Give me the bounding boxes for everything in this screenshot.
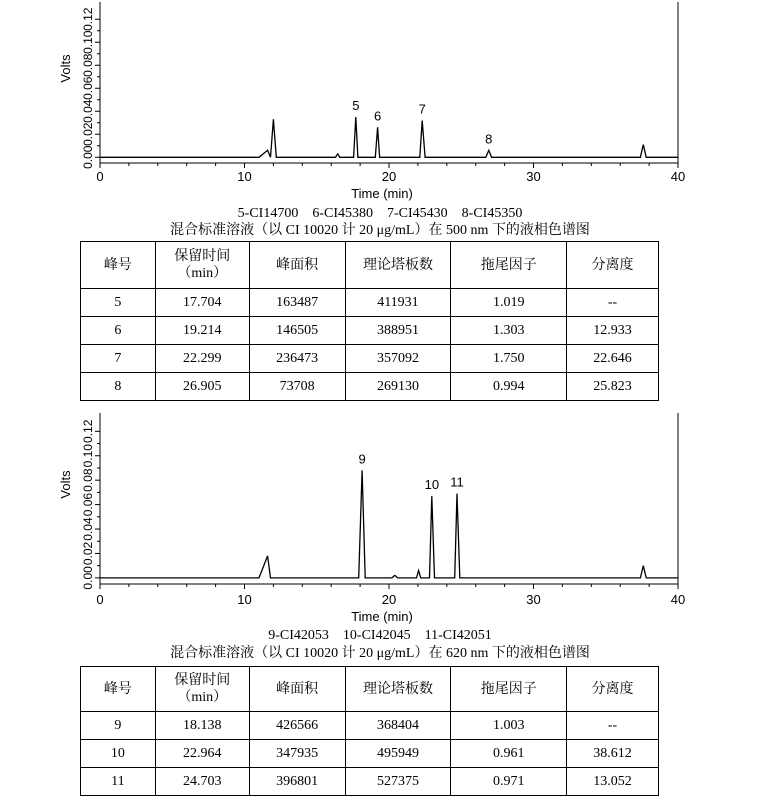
table-cell: 26.905 <box>155 373 249 401</box>
table-cell: 0.961 <box>451 740 567 768</box>
table-row <box>81 712 659 740</box>
y-tick-label: 0.00 <box>81 145 95 169</box>
peak-label: 10 <box>424 477 440 493</box>
table-cell: 426566 <box>249 712 345 740</box>
table-row <box>81 740 659 768</box>
table-620nm <box>80 666 659 796</box>
x-tick-label: 0 <box>96 169 104 184</box>
table-cell: 38.612 <box>567 740 659 768</box>
table-cell: 13.052 <box>567 768 659 796</box>
table-cell: 25.823 <box>567 373 659 401</box>
table-header-cell: 理论塔板数 <box>345 242 451 289</box>
y-axis-label: Volts <box>58 470 73 499</box>
chromatogram-620nm <box>0 405 760 627</box>
axis-frame <box>100 2 678 163</box>
table-cell: 8 <box>81 373 156 401</box>
table-cell: 73708 <box>249 373 345 401</box>
table-cell: 5 <box>81 289 156 317</box>
x-tick-label: 10 <box>237 592 252 607</box>
table-header-cell: 峰号 <box>81 667 156 712</box>
peak-label: 5 <box>352 98 360 113</box>
table-header-row <box>81 667 659 712</box>
table-500nm <box>80 241 659 401</box>
table-header-row <box>81 242 659 289</box>
chromatogram-500nm <box>0 0 760 205</box>
table-cell: 11 <box>81 768 156 796</box>
table-row <box>81 317 659 345</box>
table-row <box>81 768 659 796</box>
y-tick-label: 0.08 <box>81 468 95 492</box>
table-cell: 9 <box>81 712 156 740</box>
chromatogram-500nm-svg <box>0 0 760 205</box>
table-header-cell: 峰面积 <box>249 667 345 712</box>
table-cell: 19.214 <box>155 317 249 345</box>
axis-frame <box>100 413 678 584</box>
y-tick-label: 0.10 <box>81 30 95 54</box>
table-row <box>81 345 659 373</box>
x-axis-label: Time (min) <box>351 186 413 201</box>
x-tick-label: 30 <box>526 592 541 607</box>
table-cell: 357092 <box>345 345 451 373</box>
y-tick-label: 0.06 <box>81 76 95 100</box>
table-cell: 18.138 <box>155 712 249 740</box>
y-tick-label: 0.08 <box>81 53 95 77</box>
table-cell: 411931 <box>345 289 451 317</box>
table-header-cell: 峰面积 <box>249 242 345 289</box>
x-tick-label: 40 <box>670 592 686 607</box>
table-cell: 0.971 <box>451 768 567 796</box>
x-tick-label: 30 <box>526 169 541 184</box>
table-cell: 1.019 <box>451 289 567 317</box>
peak-label: 9 <box>358 451 366 467</box>
x-tick-label: 40 <box>670 169 686 184</box>
peak-label: 11 <box>450 474 464 490</box>
y-tick-label: 0.00 <box>81 566 95 590</box>
table-cell: 146505 <box>249 317 345 345</box>
y-tick-label: 0.12 <box>81 7 95 31</box>
x-tick-label: 20 <box>381 592 397 607</box>
table-cell: -- <box>567 289 659 317</box>
table-cell: 1.003 <box>451 712 567 740</box>
table-cell: 368404 <box>345 712 451 740</box>
caption-620nm: 混合标准溶液（以 CI 10020 计 20 μg/mL）在 620 nm 下的液相色谱图 <box>170 646 590 661</box>
table-header-cell: 拖尾因子 <box>451 667 567 712</box>
table-header-cell: 分离度 <box>567 667 659 712</box>
peak-label: 8 <box>485 131 493 147</box>
legend-620nm: 9-CI42053 10-CI42045 11-CI42051 <box>268 628 492 643</box>
y-tick-label: 0.10 <box>81 444 95 468</box>
y-tick-label: 0.04 <box>81 517 95 541</box>
table-cell: 6 <box>81 317 156 345</box>
table-cell: 527375 <box>345 768 451 796</box>
y-tick-label: 0.02 <box>81 122 95 146</box>
table-cell: 396801 <box>249 768 345 796</box>
table-cell: 495949 <box>345 740 451 768</box>
chromatogram-620nm-svg <box>0 405 760 627</box>
table-cell: 10 <box>81 740 156 768</box>
y-tick-label: 0.02 <box>81 541 95 566</box>
chromatogram-trace <box>100 117 678 157</box>
legend-500nm: 5-CI14700 6-CI45380 7-CI45430 8-CI45350 <box>237 206 523 221</box>
table-cell: 347935 <box>249 740 345 768</box>
chromatogram-trace <box>100 470 678 578</box>
table-cell: 1.750 <box>451 345 567 373</box>
table-header-cell: 理论塔板数 <box>345 667 451 712</box>
peak-label: 7 <box>418 101 426 117</box>
table-cell: 12.933 <box>567 317 659 345</box>
y-tick-label: 0.04 <box>81 99 95 123</box>
table-cell: -- <box>567 712 659 740</box>
table-row <box>81 373 659 401</box>
table-cell: 1.303 <box>451 317 567 345</box>
x-tick-label: 20 <box>381 169 397 184</box>
table-header-cell: 分离度 <box>567 242 659 289</box>
x-axis-label: Time (min) <box>351 609 413 624</box>
table-cell: 7 <box>81 345 156 373</box>
y-axis-label: Volts <box>58 54 73 83</box>
table-cell: 24.703 <box>155 768 249 796</box>
table-cell: 22.646 <box>567 345 659 373</box>
table-header-cell: 保留时间 （min） <box>155 242 249 289</box>
table-cell: 17.704 <box>155 289 249 317</box>
table-cell: 0.994 <box>451 373 567 401</box>
table-header-cell: 保留时间 （min） <box>155 667 249 712</box>
table-cell: 388951 <box>345 317 451 345</box>
y-tick-label: 0.12 <box>81 419 95 444</box>
peak-label: 6 <box>374 108 382 124</box>
x-tick-label: 10 <box>237 169 252 184</box>
table-header-cell: 峰号 <box>81 242 156 289</box>
table-cell: 22.964 <box>155 740 249 768</box>
y-tick-label: 0.06 <box>81 492 95 517</box>
table-row <box>81 289 659 317</box>
table-cell: 236473 <box>249 345 345 373</box>
x-tick-label: 0 <box>96 592 104 607</box>
table-header-cell: 拖尾因子 <box>451 242 567 289</box>
table-cell: 22.299 <box>155 345 249 373</box>
caption-500nm: 混合标准溶液（以 CI 10020 计 20 μg/mL）在 500 nm 下的液相色谱图 <box>170 223 590 238</box>
table-cell: 163487 <box>249 289 345 317</box>
table-cell: 269130 <box>345 373 451 401</box>
